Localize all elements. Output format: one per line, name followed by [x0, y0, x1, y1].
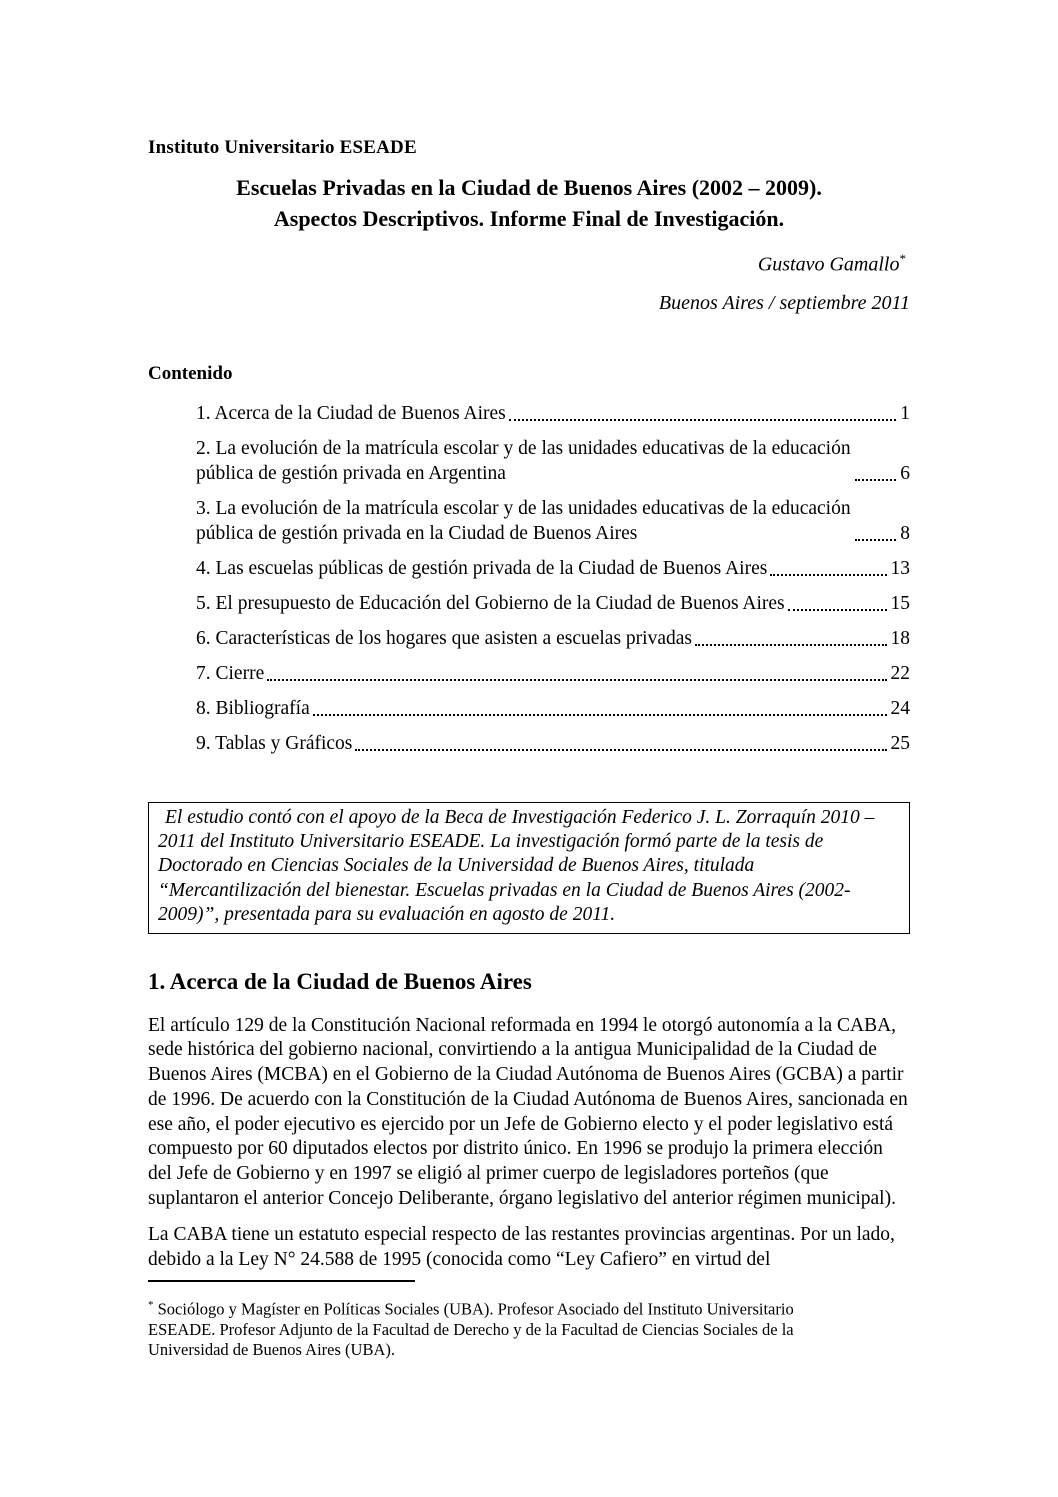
toc-page-number: 25 [890, 732, 910, 754]
footnote-text [148, 1295, 864, 1361]
toc-page-number: 13 [890, 557, 910, 579]
toc-item-label: 1. Acerca de la Ciudad de Buenos Aires [196, 402, 506, 424]
document-title [148, 172, 910, 234]
toc-item-9 [196, 731, 910, 756]
toc-item-label: 7. Cierre [196, 662, 265, 684]
section-1 [148, 969, 910, 1273]
footnote-area [148, 1280, 910, 1361]
toc-item-3 [196, 496, 910, 546]
toc-page-number: 15 [890, 592, 910, 614]
toc-item-label: 6. Características de los hogares que asisten a escuelas privadas [196, 627, 692, 649]
dot-leader [313, 714, 887, 716]
dot-leader [855, 479, 896, 481]
toc-item-label: 8. Bibliografía [196, 697, 310, 719]
toc-page-number: 18 [890, 627, 910, 649]
toc-item-2 [196, 436, 910, 486]
section-1-paragraph-2: La CABA tiene un estatuto especial respecto de las restantes provincias argentinas. Por un lado, debido a la Ley N° 24.588 de 1995 (conocida como “Ley Cafiero” en virtud del [148, 1224, 895, 1271]
funding-note-box: El estudio contó con el apoyo de la Beca de Investigación Federico J. L. Zorraquín 2010 – 2011 del Instituto Universitario ESEADE. La investigación formó parte de la tesis de Doctorado en Ciencias Sociales de la Universidad de Buenos Aires, titulada “Mercantilización del bienestar. Escuelas privadas en la Ciudad de Buenos Aires (2002-2009)”, presentada para su evaluación en agosto de 2011. [148, 802, 910, 934]
toc-page-number: 24 [890, 697, 910, 719]
toc-item-1 [196, 401, 910, 426]
toc-item-label: 3. La evolución de la matrícula escolar y de las unidades educativas de la educación pública de gestión privada en la Ciudad de Buenos Aires [196, 497, 851, 544]
toc-heading: Contenido [148, 362, 233, 384]
toc-page-number: 1 [900, 402, 910, 424]
dot-leader [355, 749, 886, 751]
dot-leader [788, 609, 887, 611]
place-date-line: Buenos Aires / septiembre 2011 [658, 291, 910, 314]
author-footnote-mark: * [899, 251, 906, 266]
table-of-contents [148, 363, 910, 756]
footnote-mark: * [148, 1298, 154, 1311]
toc-page-number: 22 [890, 662, 910, 684]
toc-item-6 [196, 626, 910, 651]
toc-page-number: 6 [900, 462, 910, 484]
dot-leader [695, 644, 887, 646]
institution-name: Instituto Universitario ESEADE [148, 137, 417, 158]
toc-page-number: 8 [900, 522, 910, 544]
dot-leader [855, 539, 896, 541]
toc-item-5 [196, 591, 910, 616]
author-line [148, 246, 910, 278]
document-title-line-1: Escuelas Privadas en la Ciudad de Buenos Aires (2002 – 2009). [236, 175, 822, 200]
toc-list [196, 401, 910, 756]
footnote-separator [148, 1280, 415, 1282]
section-1-heading: 1. Acerca de la Ciudad de Buenos Aires [148, 968, 532, 994]
toc-item-8 [196, 696, 910, 721]
toc-item-7 [196, 661, 910, 686]
toc-item-label: 5. El presupuesto de Educación del Gobierno de la Ciudad de Buenos Aires [196, 592, 785, 614]
author-name: Gustavo Gamallo [757, 253, 900, 276]
dot-leader [267, 679, 886, 681]
toc-item-4 [196, 556, 910, 581]
toc-item-label: 4. Las escuelas públicas de gestión privada de la Ciudad de Buenos Aires [196, 557, 768, 579]
footnote-body: Sociólogo y Magíster en Políticas Sociales (UBA). Profesor Asociado del Instituto Universitario ESEADE. Profesor Adjunto de la Facultad de Derecho y de la Facultad de Ciencias Sociales de la Universidad de Buenos Aires (UBA). [148, 1299, 794, 1360]
document-header [148, 137, 910, 316]
dot-leader [770, 574, 886, 576]
dot-leader [509, 419, 897, 421]
document-title-line-2: Aspectos Descriptivos. Informe Final de Investigación. [273, 206, 785, 231]
toc-item-label: 9. Tablas y Gráficos [196, 732, 353, 754]
toc-item-label: 2. La evolución de la matrícula escolar y de las unidades educativas de la educación pública de gestión privada en Argentina [196, 437, 851, 484]
section-1-paragraph-1: El artículo 129 de la Constitución Nacional reformada en 1994 le otorgó autonomía a la CABA, sede histórica del gobierno nacional, convirtiendo a la antigua Municipalidad de la Ciudad de Buenos Aires (MCBA) en el Gobierno de la Ciudad Autónoma de Buenos Aires (GCBA) a partir de 1996. De acuerdo con la Constitución de la Ciudad Autónoma de Buenos Aires, sancionada en ese año, el poder ejecutivo es ejercido por un Jefe de Gobierno electo y el poder legislativo está compuesto por 60 diputados electos por distrito único. En 1996 se produjo la primera elección del Jefe de Gobierno y en 1997 se eligió al primer cuerpo de legisladores porteños (que suplantaron el anterior Concejo Deliberante, órgano legislativo del anterior régimen municipal). [148, 1014, 908, 1209]
